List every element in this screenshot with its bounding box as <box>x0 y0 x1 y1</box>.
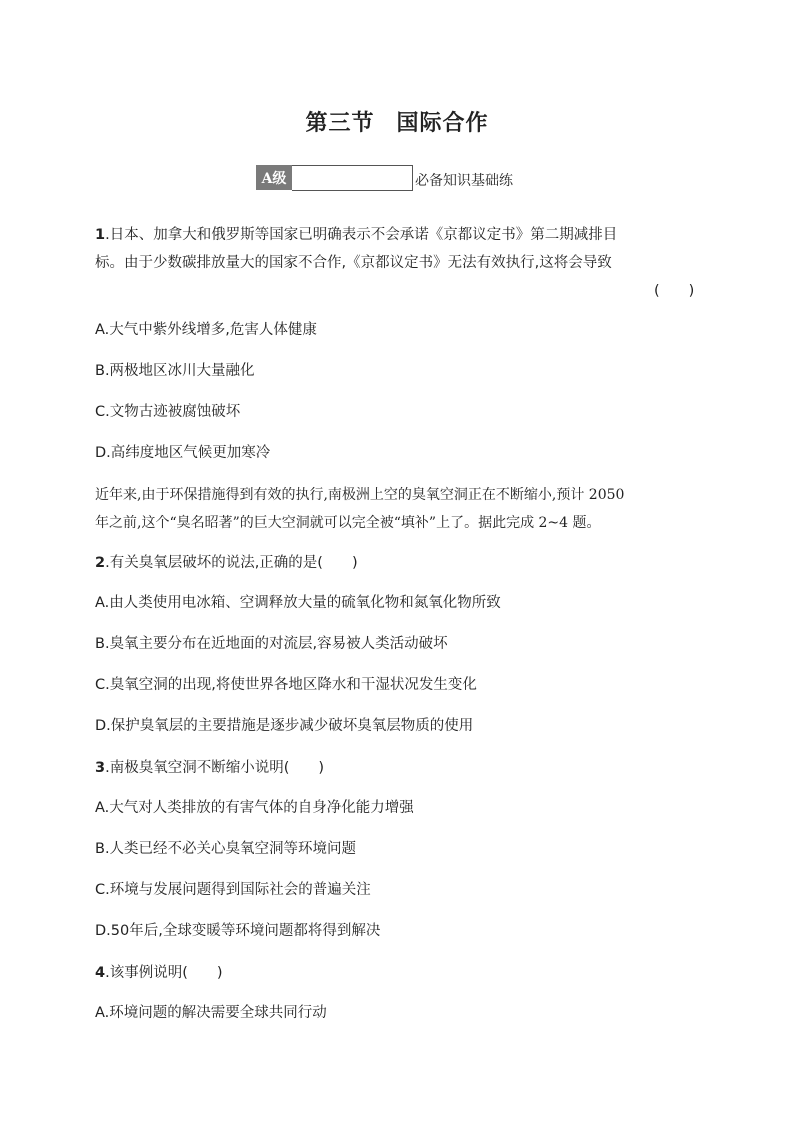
question-3-stem <box>95 756 324 777</box>
option-d: D.50年后,全球变暖等环境问题都将得到解决 <box>95 923 381 939</box>
page-title <box>0 106 794 137</box>
question-number: 4 <box>95 965 106 981</box>
option-a: A.环境问题的解决需要全球共同行动 <box>95 1005 327 1021</box>
option-c: C.臭氧空洞的出现,将使世界各地区降水和干湿状况发生变化 <box>95 677 477 693</box>
option-a: A.大气中紫外线增多,危害人体健康 <box>95 322 317 338</box>
question-text: .南极臭氧空洞不断缩小说明( ) <box>105 760 325 776</box>
passage-line-2: 年之前,这个“臭名昭著”的巨大空洞就可以完全被“填补”上了。据此完成 2~4 题。 <box>95 515 601 531</box>
option-d: D.高纬度地区气候更加寒冷 <box>95 445 271 461</box>
question-number: 1 <box>95 227 106 243</box>
section-number: 第三节 <box>305 111 375 136</box>
level-box <box>292 165 413 191</box>
option-d: D.保护臭氧层的主要措施是逐步减少破坏臭氧层物质的使用 <box>95 718 474 734</box>
question-text: .日本、加拿大和俄罗斯等国家已明确表示不会承诺《京都议定书》第二期减排目 <box>105 227 618 243</box>
question-text: .有关臭氧层破坏的说法,正确的是( ) <box>105 555 358 571</box>
level-label: 必备知识基础练 <box>415 173 513 189</box>
question-number: 2 <box>95 555 106 571</box>
level-badge: A级 <box>256 165 292 190</box>
section-title: 国际合作 <box>396 111 489 136</box>
option-b: B.两极地区冰川大量融化 <box>95 363 255 379</box>
option-c: C.环境与发展问题得到国际社会的普遍关注 <box>95 882 371 898</box>
question-1-line-2: 标。由于少数碳排放量大的国家不合作,《京都议定书》无法有效执行,这将会导致 <box>95 255 612 271</box>
option-c: C.文物古迹被腐蚀破坏 <box>95 404 241 420</box>
question-text: .该事例说明( ) <box>105 965 223 981</box>
question-1-line-1 <box>95 223 617 244</box>
option-b: B.臭氧主要分布在近地面的对流层,容易被人类活动破坏 <box>95 636 448 652</box>
question-number: 3 <box>95 760 106 776</box>
option-a: A.由人类使用电冰箱、空调释放大量的硫氧化物和氮氧化物所致 <box>95 595 501 611</box>
level-header <box>256 165 513 191</box>
question-2-stem <box>95 551 358 572</box>
option-a: A.大气对人类排放的有害气体的自身净化能力增强 <box>95 800 414 816</box>
question-4-stem <box>95 961 223 982</box>
option-b: B.人类已经不必关心臭氧空洞等环境问题 <box>95 841 357 857</box>
answer-blank: ( ) <box>654 283 695 299</box>
passage-line-1: 近年来,由于环保措施得到有效的执行,南极洲上空的臭氧空洞正在不断缩小,预计 2050 <box>95 487 625 503</box>
